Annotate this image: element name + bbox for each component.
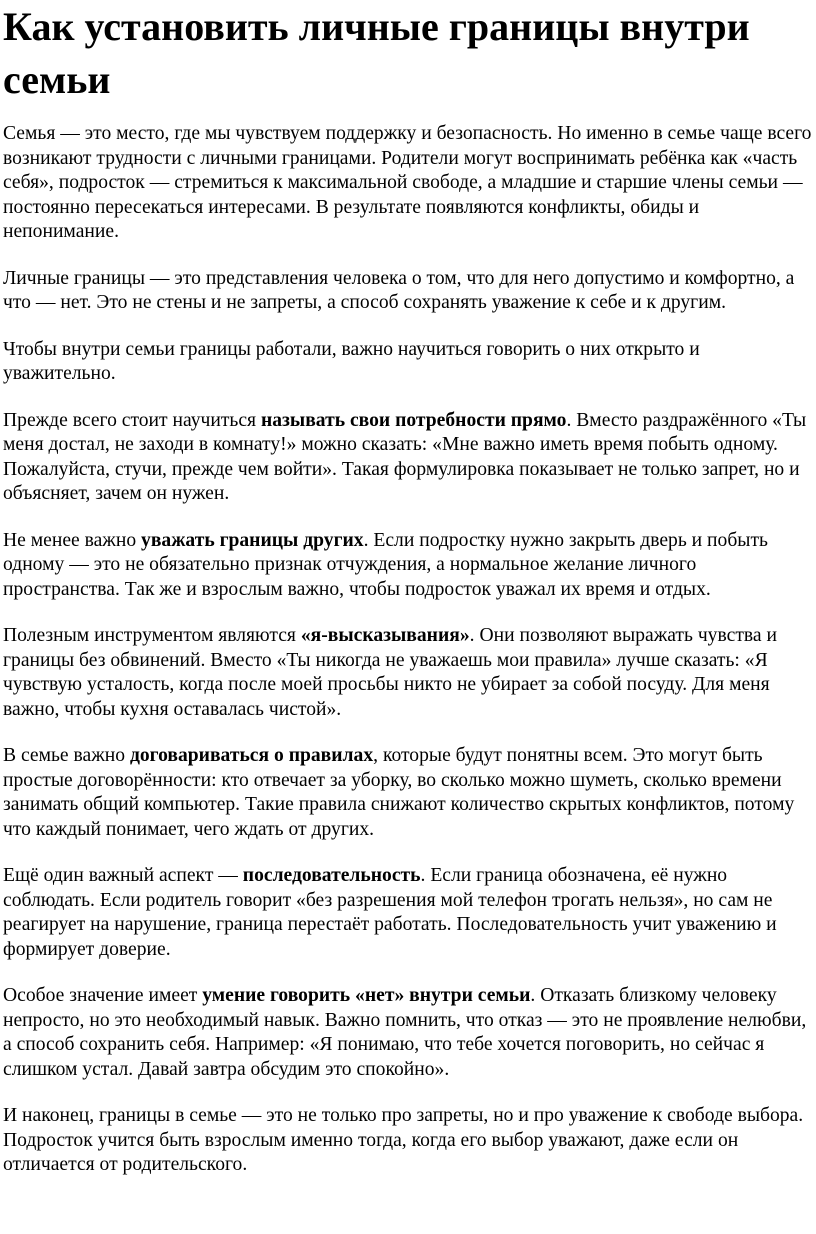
paragraph-emphasis: называть свои потребности прямо xyxy=(260,409,567,431)
paragraph-text: Прежде всего стоит научиться xyxy=(3,409,261,431)
paragraph-saying-no xyxy=(3,984,813,1082)
paragraph-rules xyxy=(3,744,813,842)
paragraph-text: И наконец, границы в семье — это не только про запреты, но и про уважение к свободе выбора. Подросток учится быть взрослым именно тогда, когда его выбор уважают, даже если он отличается от родительского. xyxy=(3,1105,804,1175)
paragraph-text: В семье важно xyxy=(3,745,130,766)
paragraph-text: Особое значение имеет xyxy=(3,985,203,1006)
paragraph-text: . Вместо раздражённого «Ты меня достал, не заходи в комнату!» можно сказать: «Мне важно иметь время побыть одному. Пожалуйста, стучи, прежде чем войти». Такая формулировка показывает не только запрет, но и объясняет, зачем он нужен. xyxy=(3,409,807,504)
paragraph-needs xyxy=(3,409,813,507)
paragraph-text: . Они позволяют выражать чувства и границы без обвинений. Вместо «Ты никогда не уважаешь мои правила» лучше сказать: «Я чувствую усталость, когда после моей просьбы никто не убирает за собой посуду. Для меня важно, чтобы кухня оставалась чистой». xyxy=(3,625,777,720)
paragraph-text: Ещё один важный аспект — xyxy=(3,865,243,886)
paragraph-emphasis: уважать границы других xyxy=(141,529,364,551)
paragraph-text: . Отказать близкому человеку непросто, но это необходимый навык. Важно помнить, что отказ — это не проявление нелюбви, а способ сохранить себя. Например: «Я понимаю, что тебе хочется поговорить, но сейчас я слишком устал. Давай завтра обсудим это спокойно». xyxy=(3,985,807,1080)
paragraph-text: Полезным инструментом являются xyxy=(3,625,301,646)
paragraph-respect-others xyxy=(3,529,813,603)
paragraph-i-statements xyxy=(3,624,813,722)
paragraph-text: . Если граница обозначена, её нужно соблюдать. Если родитель говорит «без разрешения мой телефон трогать нельзя», но сам не реагирует на нарушение, граница перестаёт работать. Последовательность учит уважению и формирует доверие. xyxy=(3,865,777,960)
paragraph-text: Чтобы внутри семьи границы работали, важно научиться говорить о них открыто и уважительно. xyxy=(3,338,700,384)
paragraph-definition xyxy=(3,267,813,316)
document-body xyxy=(3,122,813,1178)
paragraph-conclusion xyxy=(3,1104,813,1178)
paragraph-intro xyxy=(3,122,813,245)
paragraph-emphasis: «я-высказывания» xyxy=(300,625,470,646)
paragraph-open-talk xyxy=(3,338,813,387)
paragraph-text: Семья — это место, где мы чувствуем поддержку и безопасность. Но именно в семье чаще всего возникают трудности с личными границами. Родители могут воспринимать ребёнка как «часть себя», подросток — стремиться к максимальной свободе, а младшие и старшие члены семьи — постоянно пересекаться интересами. В результате появляются конфликты, обиды и непонимание. xyxy=(3,123,812,242)
paragraph-consistency xyxy=(3,864,813,962)
document-title: Как установить личные границы внутри семьи xyxy=(3,4,750,102)
paragraph-text: Личные границы — это представления человека о том, что для него допустимо и комфортно, а что — нет. Это не стены и не запреты, а способ сохранять уважение к себе и к другим. xyxy=(3,267,795,313)
paragraph-emphasis: последовательность xyxy=(242,865,421,886)
document-page xyxy=(3,0,813,1200)
paragraph-text: Не менее важно xyxy=(3,529,142,551)
paragraph-text: , которые будут понятны всем. Это могут быть простые договорённости: кто отвечает за уборку, во сколько можно шуметь, сколько времени занимать общий компьютер. Такие правила снижают количество скрытых конфликтов, потому что каждый понимает, чего ждать от других. xyxy=(3,745,795,840)
paragraph-emphasis: договариваться о правилах xyxy=(129,745,374,766)
paragraph-text: . Если подростку нужно закрыть дверь и побыть одному — это не обязательно признак отчуждения, а нормальное желание личного пространства. Так же и взрослым важно, чтобы подросток уважал их время и отдых. xyxy=(3,529,768,600)
paragraph-emphasis: умение говорить «нет» внутри семьи xyxy=(202,985,531,1006)
